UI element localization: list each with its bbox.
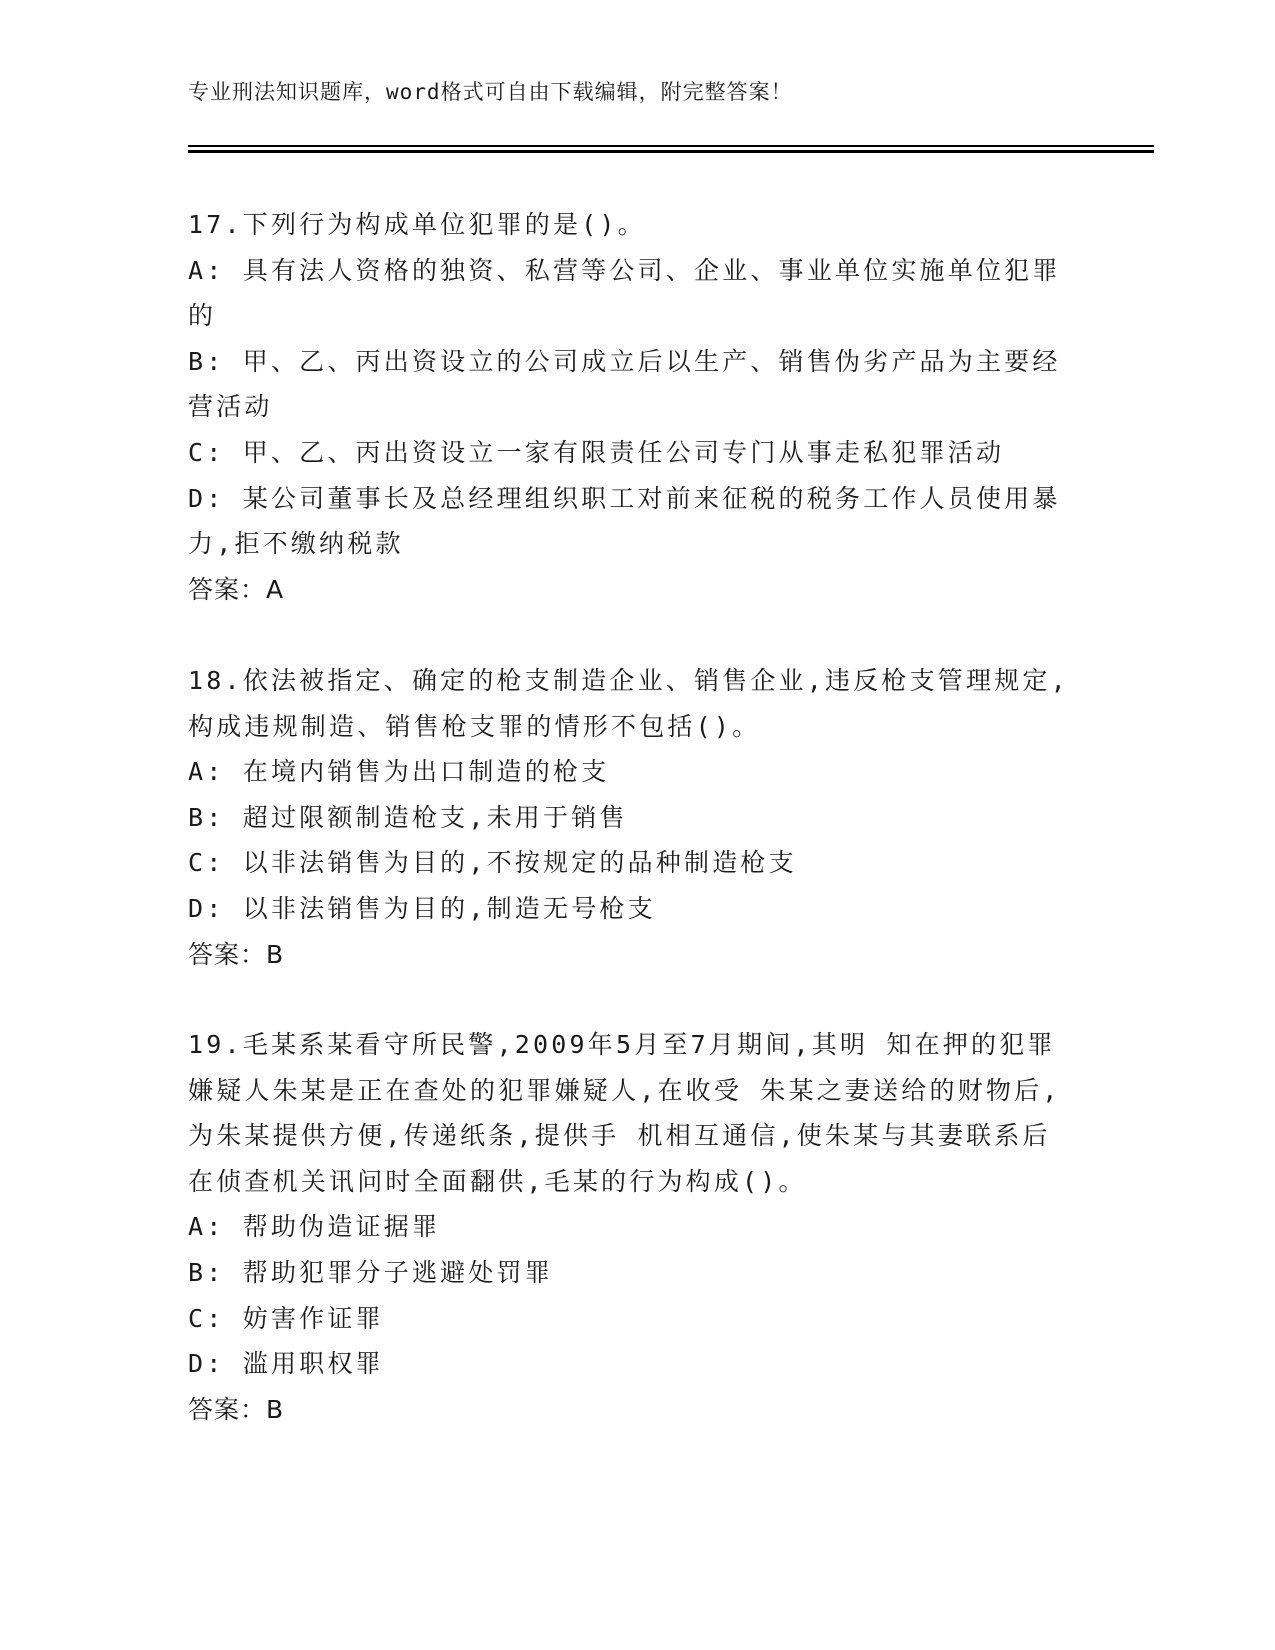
question-stem-continued: 构成违规制造、销售枪支罪的情形不包括()。 [188,711,761,741]
option-a: A: 具有法人资格的独资、私营等公司、企业、事业单位实施单位犯罪 [188,255,1061,285]
page-header: 专业刑法知识题库，word格式可自由下载编辑，附完整答案！ [188,80,793,104]
question-17 [188,202,1088,612]
answer: 答案：B [188,1394,285,1424]
question-stem: 18.依法被指定、确定的枪支制造企业、销售企业,违反枪支管理规定, [188,666,1069,695]
option-a: A: 在境内销售为出口制造的枪支 [188,757,610,787]
question-stem: 17.下列行为构成单位犯罪的是()。 [188,210,646,239]
option-c: C: 以非法销售为目的,不按规定的品种制造枪支 [188,848,797,878]
answer: 答案：B [188,939,285,969]
option-a-continued: 的 [188,301,217,331]
question-stem-continued: 在侦查机关讯问时全面翻供,毛某的行为构成()。 [188,1166,807,1196]
question-stem: 19.毛某系某看守所民警,2009年5月至7月期间,其明 知在押的犯罪 [188,1030,1056,1059]
option-d: D: 以非法销售为目的,制造无号枪支 [188,893,656,923]
answer: 答案：A [188,574,285,604]
option-c: C: 妨害作证罪 [188,1303,384,1333]
option-b: B: 甲、乙、丙出资设立的公司成立后以生产、销售伪劣产品为主要经 [188,346,1061,376]
question-stem-continued: 为朱某提供方便,传递纸条,提供手 机相互通信,使朱某与其妻联系后 [188,1121,1051,1151]
option-d-continued: 力,拒不缴纳税款 [188,529,404,559]
question-stem-continued: 嫌疑人朱某是正在查处的犯罪嫌疑人,在收受 朱某之妻送给的财物后, [188,1075,1061,1105]
header-divider-thin [188,145,1154,147]
question-18 [188,658,1088,977]
option-c: C: 甲、乙、丙出资设立一家有限责任公司专门从事走私犯罪活动 [188,437,1005,467]
option-d: D: 滥用职权罪 [188,1349,384,1379]
option-b: B: 帮助犯罪分子逃避处罚罪 [188,1257,553,1287]
option-a: A: 帮助伪造证据罪 [188,1212,441,1242]
option-b: B: 超过限额制造枪支,未用于销售 [188,802,628,832]
header-divider-thick [188,150,1154,153]
option-d: D: 某公司董事长及总经理组织职工对前来征税的税务工作人员使用暴 [188,483,1061,513]
option-b-continued: 营活动 [188,392,273,422]
question-19 [188,1022,1088,1432]
